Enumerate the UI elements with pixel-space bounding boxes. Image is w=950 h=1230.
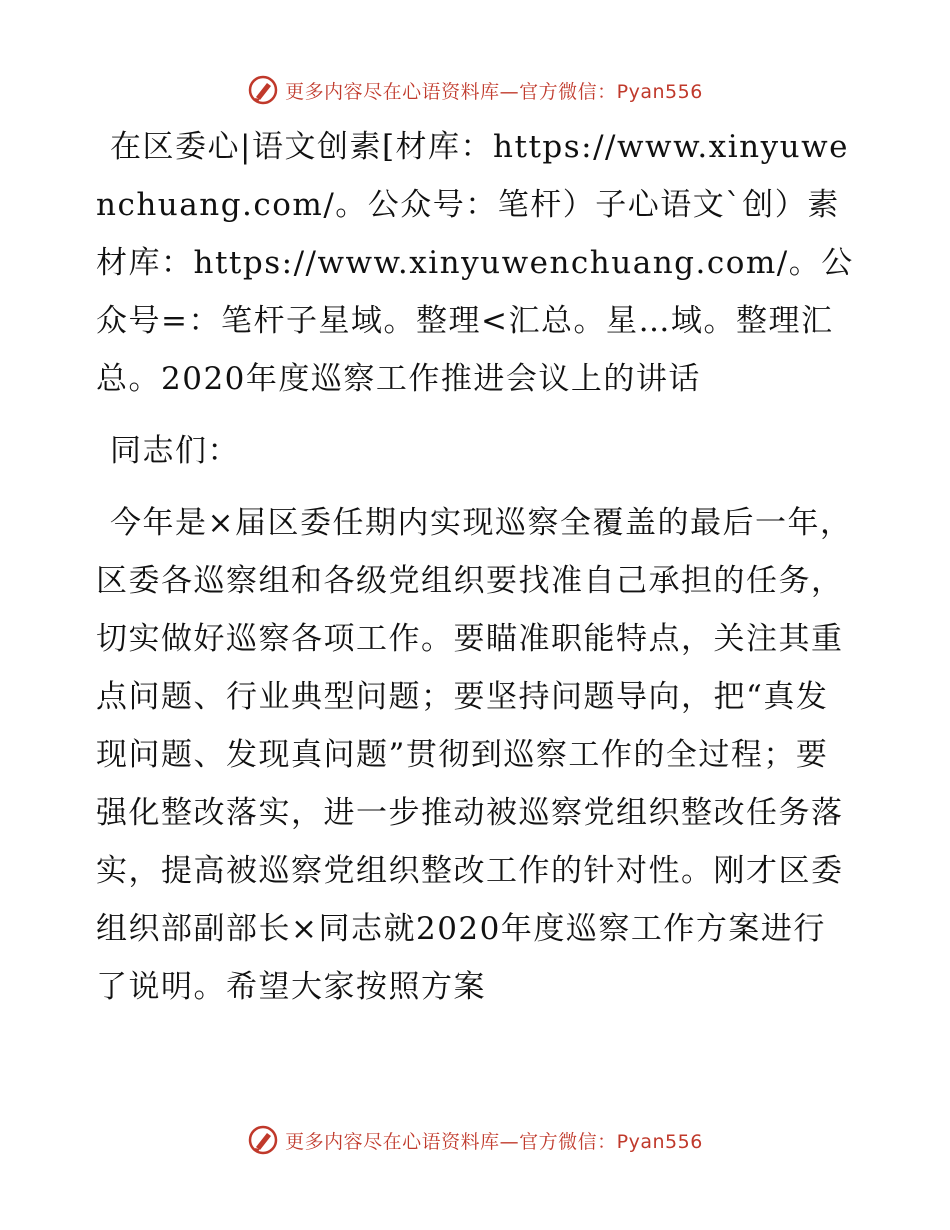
header-watermark (0, 70, 950, 110)
footer-watermark (0, 1120, 950, 1160)
salutation: 同志们： (110, 433, 240, 469)
pen-seal-icon (247, 74, 279, 106)
header-paragraph: 在区委心|语文创素[材库：https://www.xinyuwenchuang.com/。公众号：笔杆）子心语文`创）素材库：https://www.xinyuwenchuang.com/。公众号=：笔杆子星域。整理<汇总。星…域。整理汇总。2020年度巡察工作推进会议上的讲话 (96, 129, 854, 397)
watermark-prefix: 更多内容尽在心语资料库—官方微信： (285, 80, 617, 103)
watermark-wechat-id: Pyan556 (616, 80, 703, 103)
body-paragraph: 今年是×届区委任期内实现巡察全覆盖的最后一年，区委各巡察组和各级党组织要找准自己承担的任务，切实做好巡察各项工作。要瞄准职能特点，关注其重点问题、行业典型问题；要坚持问题导向，把“真发现问题、发现真问题”贯彻到巡察工作的全过程；要强化整改落实，进一步推动被巡察党组织整改任务落实，提高被巡察党组织整改工作的针对性。刚才区委组织部副部长×同志就2020年度巡察工作方案进行了说明。希望大家按照方案 (96, 505, 853, 1005)
document-body (96, 118, 856, 1016)
watermark-text (285, 1127, 703, 1154)
watermark-text (285, 77, 703, 104)
watermark-prefix: 更多内容尽在心语资料库—官方微信： (285, 1130, 617, 1153)
pen-seal-icon (247, 1124, 279, 1156)
watermark-wechat-id: Pyan556 (616, 1130, 703, 1153)
